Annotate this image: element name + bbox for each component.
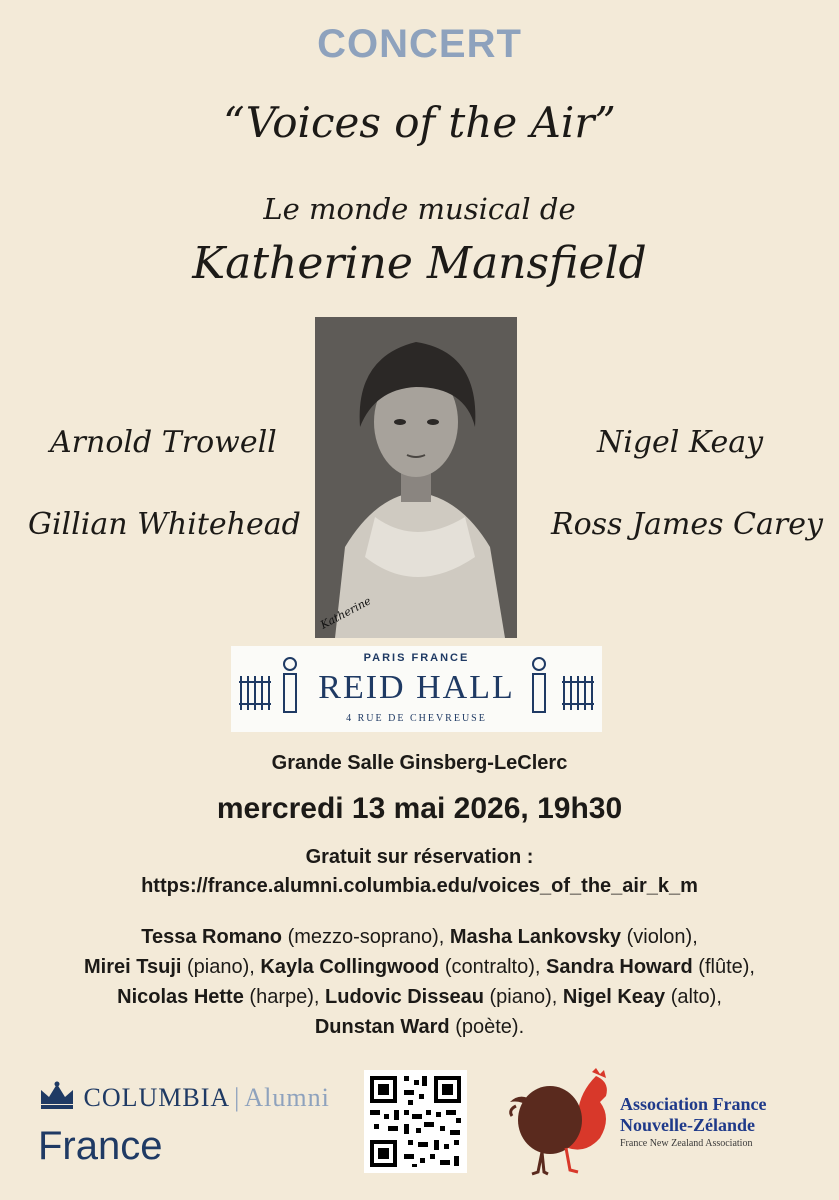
association-line2: Nouvelle-Zélande (620, 1115, 755, 1135)
performer-role: (alto) (670, 986, 717, 1008)
venue-name: REID HALL (318, 669, 515, 706)
featured-name: Katherine Mansfield (192, 238, 647, 289)
composer-name: Gillian Whitehead (28, 507, 301, 542)
performer-name: Dunstan Ward (314, 1016, 450, 1038)
association-line1: Association France (620, 1094, 767, 1114)
performer-role: (piano) (187, 956, 250, 978)
reid-hall-logo (231, 646, 602, 732)
performer-line: Tessa Romano (mezzo-soprano), Masha Lankovsky (violon), (141, 926, 698, 948)
performer-role: (mezzo-soprano) (287, 926, 439, 948)
qr-code-icon (364, 1070, 467, 1173)
reservation-link[interactable]: https://france.alumni.columbia.edu/voices_of_the_air_k_m (141, 875, 698, 897)
composer-name: Nigel Keay (597, 425, 764, 460)
performer-role: (harpe) (249, 986, 314, 1008)
performer-list (0, 922, 839, 1042)
crown-icon (38, 1080, 76, 1110)
performer-role: (violon) (626, 926, 693, 948)
performer-line: Nicolas Hette (harpe), Ludovic Disseau (piano), Nigel Keay (alto), (117, 986, 722, 1008)
event-date: mercredi 13 mai 2026, 19h30 (216, 792, 623, 825)
venue-city: PARIS FRANCE (363, 652, 470, 664)
performer-name: Masha Lankovsky (449, 926, 622, 948)
concert-heading: CONCERT (317, 22, 522, 66)
performer-role: (contralto) (444, 956, 535, 978)
columbia-france-text: France (38, 1124, 163, 1168)
performer-name: Nicolas Hette (117, 986, 244, 1008)
columbia-wordmark: COLUMBIA | Alumni (38, 1080, 330, 1113)
kiwi-rooster-icon (508, 1068, 618, 1178)
alumni-text: Alumni (244, 1083, 330, 1112)
association-name (620, 1094, 766, 1136)
venue-address: 4 RUE DE CHEVREUSE (346, 713, 487, 724)
concert-title: “Voices of the Air” (223, 98, 616, 147)
reservation-label: Gratuit sur réservation : (305, 846, 534, 868)
performer-name: Mirei Tsuji (84, 956, 182, 978)
venue-room: Grande Salle Ginsberg-LeClerc (271, 752, 568, 774)
association-subtitle: France New Zealand Association (620, 1138, 753, 1149)
qr-code[interactable] (364, 1070, 467, 1173)
performer-role: (flûte) (698, 956, 750, 978)
performer-name: Nigel Keay (562, 986, 666, 1008)
performer-role: (poète) (455, 1016, 519, 1038)
performer-name: Ludovic Disseau (325, 986, 484, 1008)
performer-role: (piano) (489, 986, 552, 1008)
performer-name: Tessa Romano (141, 926, 282, 948)
afnz-logo (508, 1068, 828, 1178)
composer-name: Arnold Trowell (50, 425, 277, 460)
photo-signature: Katherine (318, 594, 374, 632)
portrait-illustration (315, 317, 517, 638)
composer-name: Ross James Carey (551, 507, 823, 542)
columbia-alumni-logo (38, 1072, 358, 1172)
portrait-photo (315, 317, 517, 638)
concert-subtitle: Le monde musical de (263, 192, 576, 226)
performer-name: Sandra Howard (546, 956, 693, 978)
performer-line: Dunstan Ward (poète). (314, 1016, 525, 1038)
performer-name: Kayla Collingwood (260, 956, 440, 978)
columbia-text: COLUMBIA (83, 1083, 231, 1112)
performer-line: Mirei Tsuji (piano), Kayla Collingwood (contralto), Sandra Howard (flûte), (84, 956, 755, 978)
